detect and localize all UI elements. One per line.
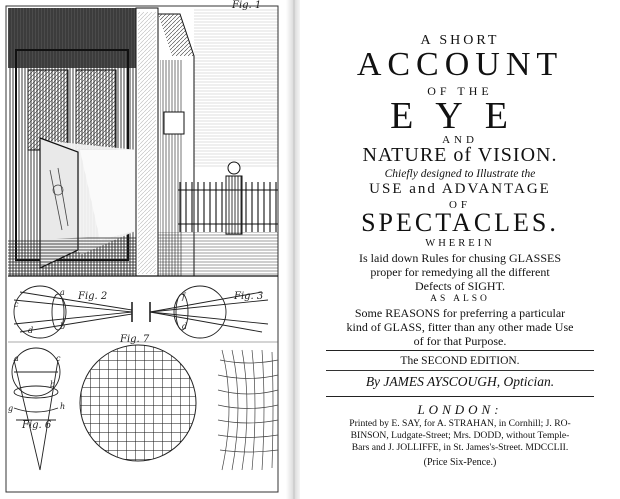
title-line-purpose: of for that Purpose. bbox=[413, 334, 507, 348]
letter-f-fig3: f bbox=[182, 292, 185, 301]
letter-b-fig2: b bbox=[60, 322, 66, 331]
place-line: LONDON: bbox=[417, 402, 503, 417]
title-line-proper: proper for remedying all the different bbox=[370, 265, 550, 279]
letter-a-fig2: a bbox=[60, 288, 65, 297]
title-line-and: AND bbox=[442, 134, 478, 146]
letter-g-fig6: g bbox=[8, 404, 14, 413]
title-line-a-short: A SHORT bbox=[420, 33, 500, 48]
title-line-chiefly: Chiefly designed to Illustrate the bbox=[384, 168, 536, 180]
frontispiece-plate bbox=[0, 0, 288, 499]
letter-c-fig6: c bbox=[56, 354, 61, 363]
letter-d-fig2: d bbox=[28, 326, 34, 335]
fig3-label: Fig. 3 bbox=[234, 291, 264, 302]
title-line-reasons: Some REASONS for preferring a particular bbox=[354, 306, 566, 320]
imprint-line-1: Printed by E. SAY, for A. STRAHAN, in Cornhill; J. RO- bbox=[349, 418, 571, 429]
fig1-label: Fig. 1 bbox=[232, 0, 262, 11]
rule-bottom bbox=[326, 396, 594, 397]
imprint-line-3: Bars and J. JOLLIFFE, in St. James's-Street. MDCCLII. bbox=[351, 442, 569, 453]
title-line-as-also: AS ALSO bbox=[430, 294, 490, 304]
title-line-spectacles: SPECTACLES. bbox=[361, 208, 559, 237]
title-page bbox=[300, 0, 620, 499]
title-line-account: ACCOUNT bbox=[356, 46, 564, 83]
letter-d-fig3: d bbox=[182, 322, 188, 331]
imprint-line-2: BINSON, Ludgate-Street; Mrs. DODD, without Temple- bbox=[350, 430, 570, 441]
fig6-label: Fig. 6 bbox=[22, 420, 52, 431]
title-line-kind-of-glass: kind of GLASS, fitter than any other made Use bbox=[346, 320, 574, 334]
letter-a-fig6: a bbox=[14, 354, 19, 363]
title-line-defects: Defects of SIGHT. bbox=[414, 279, 506, 293]
title-line-use-advantage: USE and ADVANTAGE bbox=[369, 181, 551, 197]
letter-h-fig6: h bbox=[60, 402, 66, 411]
author-line: By JAMES AYSCOUGH, Optician. bbox=[365, 374, 555, 389]
title-line-eye: EYE bbox=[390, 95, 530, 137]
fig6-diagram bbox=[12, 348, 60, 470]
rule-top bbox=[326, 350, 594, 351]
distorted-grid bbox=[218, 350, 278, 470]
letter-c-fig2: c bbox=[14, 300, 19, 309]
letter-b-fig6: b bbox=[50, 380, 56, 389]
rule-middle bbox=[326, 370, 594, 371]
title-line-rules: Is laid down Rules for chusing GLASSES bbox=[359, 251, 561, 265]
edition-line: The SECOND EDITION. bbox=[400, 355, 520, 367]
fig7-grid bbox=[80, 345, 196, 461]
room-scene bbox=[8, 8, 278, 276]
title-line-of: OF bbox=[448, 199, 472, 211]
title-line-of-the: OF THE bbox=[427, 84, 493, 98]
fig2-label: Fig. 2 bbox=[78, 291, 108, 302]
price-line: (Price Six-Pence.) bbox=[423, 457, 497, 468]
title-line-nature-of-vision: NATURE of VISION. bbox=[362, 144, 558, 166]
title-line-wherein: WHEREIN bbox=[425, 238, 495, 249]
fig7-label: Fig. 7 bbox=[120, 334, 150, 345]
